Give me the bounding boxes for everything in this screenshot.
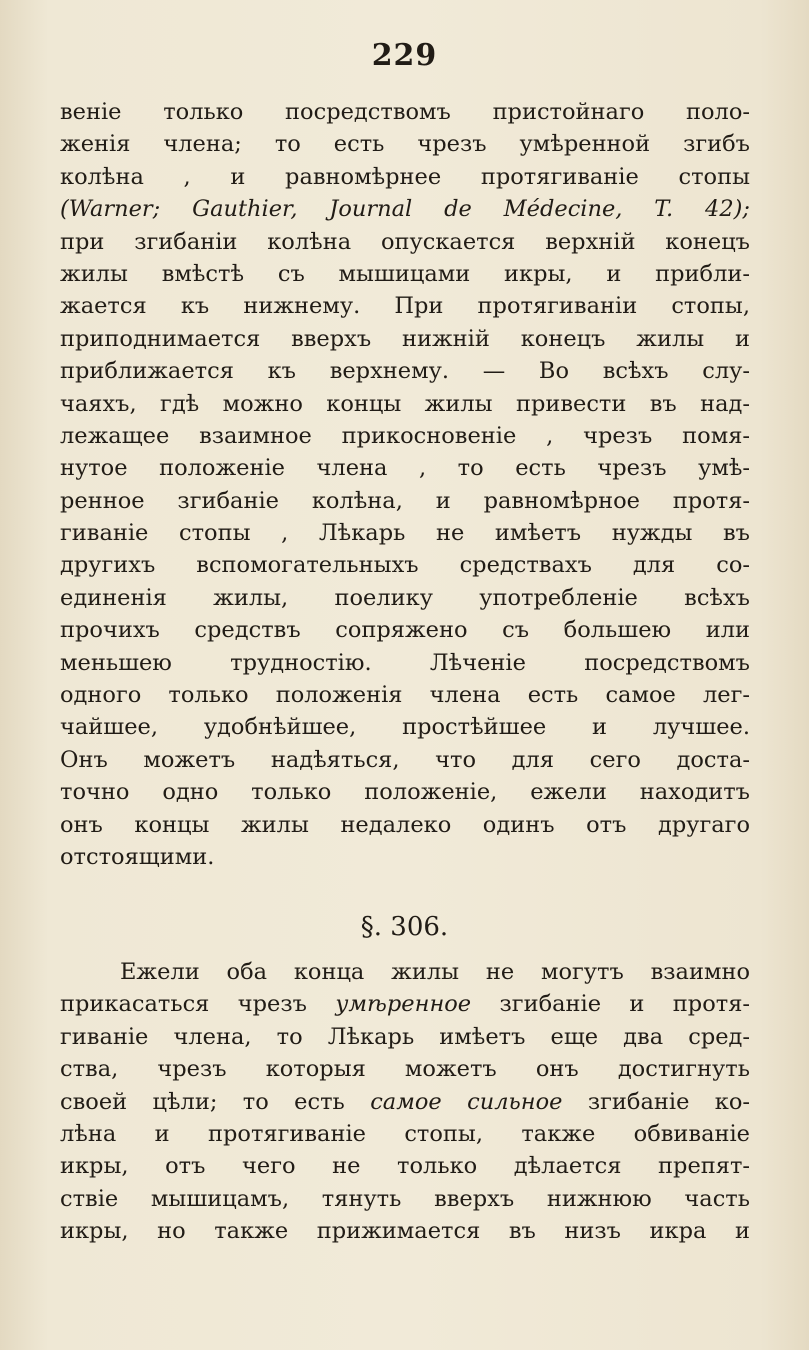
text-line: гиваніе члена, то Лѣкарь имѣетъ еще два сред- <box>60 1023 750 1050</box>
text-line <box>60 988 750 1020</box>
text-line: чаяхъ, гдѣ можно концы жилы привести въ над- <box>60 390 750 417</box>
text-line: при згибаніи колѣна опускается верхній конецъ <box>60 228 750 255</box>
text-line: икры, но также прижимается въ низъ икра и <box>60 1218 750 1245</box>
text-line: ства, чрезъ которыя можетъ онъ достигнуть <box>60 1056 750 1083</box>
text-line: Ежели оба конца жилы не могутъ взаимно <box>120 959 750 985</box>
text-line: жается къ нижнему. При протягиваніи стопы, <box>60 293 750 320</box>
text-line: одного только положенія члена есть самое лег- <box>60 682 750 709</box>
paragraph-1 <box>60 96 750 873</box>
text-line: веніе только посредствомъ пристойнаго поло- <box>60 99 750 125</box>
text-line: отстоящими. <box>60 843 215 870</box>
text-line: женія члена; то есть чрезъ умѣренной згибъ <box>60 131 750 158</box>
text-line: колѣна , и равномѣрнее протягиваніе стопы <box>60 163 750 190</box>
text-line: ствіе мышицамъ, тянуть вверхъ нижнюю часть <box>60 1185 750 1212</box>
text-line: жилы вмѣстѣ съ мышицами икры, и прибли- <box>60 260 750 287</box>
text-span: згибаніе ко- <box>587 1088 750 1115</box>
text-line: лежащее взаимное прикосновеніе , чрезъ помя- <box>60 422 750 449</box>
italic-span: умѣренное <box>335 991 472 1018</box>
text-line: единенія жилы, поелику употребленіе всѣхъ <box>60 584 750 611</box>
text-line: онъ концы жилы недалеко одинъ отъ другаго <box>60 811 750 838</box>
text-line: приближается къ верхнему. — Во всѣхъ слу- <box>60 358 750 385</box>
page-number: 229 <box>371 38 438 73</box>
text-line: икры, отъ чего не только дѣлается препят- <box>60 1153 750 1180</box>
italic-span: самое сильное <box>370 1088 563 1115</box>
paragraph-2 <box>60 956 750 1248</box>
text-line: (Warner; Gauthier, Journal de Médecine, T. 42); <box>60 196 750 223</box>
text-line: прочихъ средствъ сопряжено съ большею или <box>60 617 750 644</box>
text-line: ренное згибаніе колѣна, и равномѣрное протя- <box>60 487 750 514</box>
text-line: другихъ вспомогательныхъ средствахъ для со- <box>60 552 750 579</box>
text-line: лѣна и протягиваніе стопы, также обвиваніе <box>60 1120 750 1147</box>
text-line: нутое положеніе члена , то есть чрезъ умѣ- <box>60 455 750 482</box>
text-span: своей цѣли; то есть <box>60 1088 345 1115</box>
text-line: приподнимается вверхъ нижній конецъ жилы и <box>60 325 750 352</box>
text-line: гиваніе стопы , Лѣкарь не имѣетъ нужды въ <box>60 520 750 547</box>
text-line <box>60 1086 750 1118</box>
text-line: точно одно только положеніе, ежели находитъ <box>60 779 750 806</box>
text-span: прикасаться чрезъ <box>60 991 307 1018</box>
section-heading: §. 306. <box>360 912 449 942</box>
text-line: меньшею трудностію. Лѣченіе посредствомъ <box>60 649 750 676</box>
text-span: згибаніе и протя- <box>499 991 750 1018</box>
text-line: Онъ можетъ надѣяться, что для сего доста- <box>60 746 750 773</box>
text-line: чайшее, удобнѣйшее, простѣйшее и лучшее. <box>60 714 750 741</box>
